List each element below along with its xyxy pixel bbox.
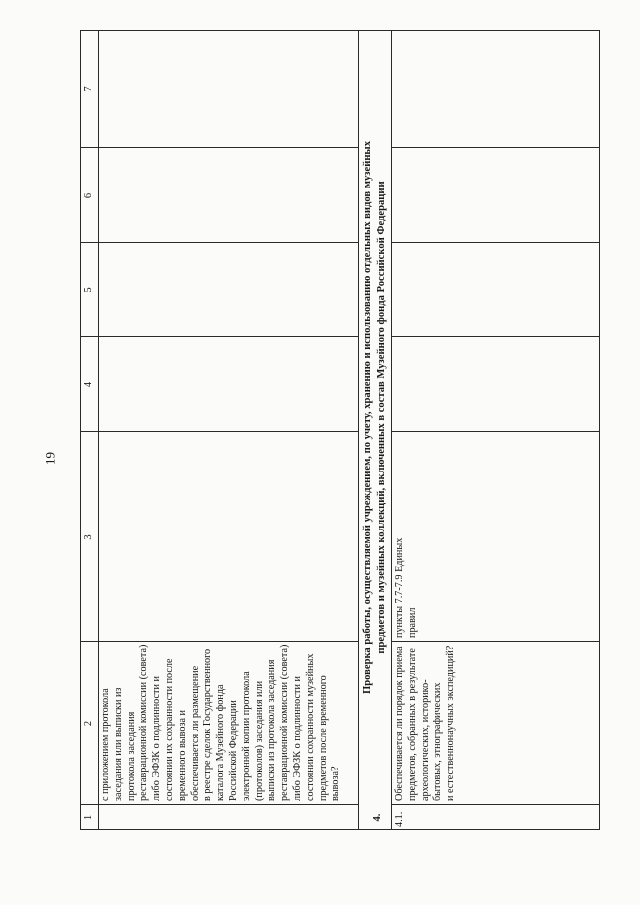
table-border-bottom bbox=[599, 30, 600, 830]
col-header-2: 2 bbox=[83, 720, 94, 727]
col1-divider-lower bbox=[391, 804, 600, 805]
table-border-left bbox=[80, 829, 600, 830]
row-divider bbox=[358, 30, 359, 830]
continuation-question-text: с приложением протокола заседания или выписки из протокола заседания реставрационной комиссии (совета) либо ЭФЗК о подлинности и состоянии их сохранности после временного вывоза и обеспечивается ли размещение в реестре сделок Государственного каталога Музейного фонда Российской Федерации электронной копии протокола (протоколов) заседания или выписки из протокола заседания реставрационной комиссии (совета) либо ЭФЗК о подлинности и состоянии сохранности музейных предметов после временного вывоза? bbox=[100, 644, 342, 801]
row-4-1-number: 4.1. bbox=[394, 811, 405, 827]
col-header-7: 7 bbox=[83, 86, 94, 92]
section-title-line1: Проверка работы, осуществляемой учреждением, по учету, хранению и использованию отдельных видов музейных bbox=[362, 141, 373, 694]
section-title-line2: предметов и музейных коллекций, включенных в состав Музейного фонда Российской Федерации bbox=[376, 181, 387, 654]
table-border-top bbox=[80, 30, 81, 830]
inspection-table bbox=[80, 30, 640, 827]
col5-divider-lower bbox=[391, 242, 600, 243]
row-4-1-reference: пункты 7.7-7.9 Единых правил bbox=[394, 537, 418, 638]
col2-divider bbox=[80, 641, 359, 642]
col4-divider bbox=[80, 336, 359, 337]
col-header-6: 6 bbox=[83, 192, 94, 199]
col-header-5: 5 bbox=[83, 287, 94, 293]
row-4-1-question: Обеспечивается ли порядок приема предметов, собранных в результате археологических, историко- бытовых, этнографических и естественнонаучных экспедиций? bbox=[394, 645, 457, 801]
page-number: 19 bbox=[42, 452, 58, 465]
col4-divider-lower bbox=[391, 336, 600, 337]
rotated-table bbox=[80, 30, 600, 830]
col3-divider bbox=[80, 431, 359, 432]
col-header-3: 3 bbox=[83, 534, 94, 540]
col5-divider bbox=[80, 242, 359, 243]
section-number: 4. bbox=[372, 813, 383, 822]
col3-divider-lower bbox=[391, 431, 600, 432]
col-header-1: 1 bbox=[83, 814, 94, 821]
col2-divider-lower bbox=[391, 641, 600, 642]
col1-divider bbox=[80, 804, 359, 805]
col-header-4: 4 bbox=[83, 381, 94, 388]
table-border-right bbox=[80, 30, 600, 31]
section-divider bbox=[391, 30, 392, 830]
col6-divider-lower bbox=[391, 147, 600, 148]
header-divider bbox=[98, 30, 99, 830]
col6-divider bbox=[80, 147, 359, 148]
